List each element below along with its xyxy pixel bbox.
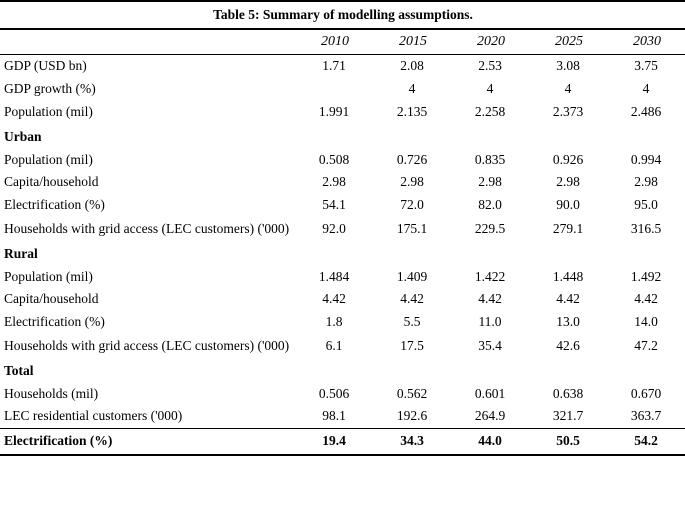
- row-value: [296, 358, 374, 383]
- table-row: [0, 288, 685, 311]
- row-label: Households with grid access (LEC customers) ('000): [4, 221, 290, 237]
- row-value: [530, 241, 608, 266]
- row-value: 2.08: [400, 58, 424, 73]
- row-label: Urban: [4, 128, 42, 144]
- row-value: 4.42: [478, 291, 502, 307]
- row-value: [374, 124, 452, 149]
- table-row: [0, 194, 685, 217]
- row-value: 5.5: [403, 314, 421, 330]
- header-row: [0, 30, 685, 55]
- row-value: 4: [564, 80, 572, 96]
- row-value: [296, 78, 374, 101]
- table-row: [0, 358, 685, 383]
- row-value: 42.6: [556, 338, 580, 354]
- table-row: [0, 405, 685, 428]
- row-label: GDP growth (%): [4, 80, 96, 96]
- row-value: 0.726: [396, 151, 428, 167]
- row-value: 2.53: [478, 58, 502, 73]
- row-value: 0.506: [318, 385, 350, 401]
- table-row: [0, 55, 685, 78]
- row-value: 98.1: [322, 408, 346, 424]
- row-value: 6.1: [325, 338, 343, 354]
- table-row: [0, 241, 685, 266]
- column-header-label: [0, 30, 296, 55]
- row-label: Electrification (%): [4, 197, 105, 213]
- table-row: [0, 124, 685, 149]
- column-header-2020: 2020: [452, 30, 530, 55]
- row-label: Households (mil): [4, 385, 99, 401]
- row-value: 95.0: [634, 197, 658, 213]
- row-value: 316.5: [630, 221, 662, 237]
- column-header-2015: 2015: [374, 30, 452, 55]
- row-label: Total: [4, 362, 34, 378]
- table-row: [0, 383, 685, 406]
- row-value: [374, 358, 452, 383]
- row-value: 0.670: [630, 385, 662, 401]
- row-label: Households with grid access (LEC customers) ('000): [4, 338, 290, 354]
- row-value: 363.7: [630, 408, 662, 424]
- row-value: 4.42: [322, 291, 346, 307]
- row-value: 2.98: [634, 174, 658, 190]
- row-value: 264.9: [474, 408, 506, 424]
- row-value: [608, 358, 685, 383]
- row-value: 279.1: [552, 221, 584, 237]
- row-value: 192.6: [396, 408, 428, 424]
- row-value: 34.3: [374, 429, 452, 455]
- row-value: 2.258: [474, 103, 506, 119]
- row-value: 1.422: [474, 268, 506, 284]
- row-value: 4: [642, 80, 650, 96]
- row-value: 82.0: [478, 197, 502, 213]
- row-value: 2.135: [396, 103, 428, 119]
- row-value: 4: [408, 80, 416, 96]
- row-value: 14.0: [634, 314, 658, 330]
- row-value: [296, 241, 374, 266]
- row-value: 2.98: [400, 174, 424, 190]
- row-label: LEC residential customers ('000): [4, 408, 183, 424]
- row-value: 0.601: [474, 385, 506, 401]
- row-value: 0.994: [630, 151, 662, 167]
- row-value: 1.484: [318, 268, 350, 284]
- column-header-2030: 2030: [608, 30, 685, 55]
- row-value: 17.5: [400, 338, 424, 354]
- row-label: Electrification (%): [4, 314, 105, 330]
- row-value: 19.4: [296, 429, 374, 455]
- row-value: 90.0: [556, 197, 580, 213]
- row-value: 0.508: [318, 151, 350, 167]
- row-label: Population (mil): [4, 268, 93, 284]
- row-value: [608, 241, 685, 266]
- table-row: [0, 78, 685, 101]
- row-value: 1.492: [630, 268, 662, 284]
- row-value: 1.409: [396, 268, 428, 284]
- row-label: Population (mil): [4, 151, 93, 167]
- row-value: 47.2: [634, 338, 658, 354]
- row-value: 2.486: [630, 103, 662, 119]
- table-row: [0, 266, 685, 289]
- row-value: 72.0: [400, 197, 424, 213]
- table-title: Table 5: Summary of modelling assumptions.: [0, 0, 685, 30]
- row-value: 54.2: [608, 429, 685, 455]
- table-header: [0, 30, 685, 55]
- row-value: 11.0: [478, 314, 502, 330]
- column-header-2025: 2025: [530, 30, 608, 55]
- row-value: 175.1: [396, 221, 428, 237]
- table-row: [0, 217, 685, 241]
- row-value: 229.5: [474, 221, 506, 237]
- row-value: 1.8: [325, 314, 343, 330]
- table-row: [0, 429, 685, 455]
- row-value: 0.638: [552, 385, 584, 401]
- table-row: [0, 149, 685, 172]
- row-label: Capita/household: [4, 174, 99, 190]
- row-value: 4.42: [634, 291, 658, 307]
- row-label: GDP (USD bn): [4, 58, 87, 73]
- row-value: 0.835: [474, 151, 506, 167]
- row-value: 35.4: [478, 338, 502, 354]
- row-value: [296, 124, 374, 149]
- row-value: 4: [486, 80, 494, 96]
- row-value: 4.42: [556, 291, 580, 307]
- table-row: [0, 311, 685, 334]
- row-value: 1.448: [552, 268, 584, 284]
- table-body: [0, 55, 685, 456]
- row-value: 1.71: [322, 58, 346, 73]
- row-value: 2.98: [478, 174, 502, 190]
- table-row: [0, 101, 685, 124]
- row-label: Population (mil): [4, 103, 93, 119]
- row-value: 50.5: [530, 429, 608, 455]
- row-value: 13.0: [556, 314, 580, 330]
- row-value: 92.0: [322, 221, 346, 237]
- row-value: 3.75: [634, 58, 658, 73]
- row-value: [530, 124, 608, 149]
- row-value: 2.373: [552, 103, 584, 119]
- row-value: 3.08: [556, 58, 580, 73]
- row-value: 2.98: [556, 174, 580, 190]
- row-value: 2.98: [322, 174, 346, 190]
- row-value: 0.926: [552, 151, 584, 167]
- row-label: Rural: [4, 245, 38, 261]
- row-value: [452, 124, 530, 149]
- row-label: Electrification (%): [0, 429, 296, 455]
- row-value: [530, 358, 608, 383]
- row-value: 0.562: [396, 385, 428, 401]
- row-value: 1.991: [318, 103, 350, 119]
- row-label: Capita/household: [4, 291, 99, 307]
- column-header-2010: 2010: [296, 30, 374, 55]
- row-value: [374, 241, 452, 266]
- table-row: [0, 171, 685, 194]
- row-value: 44.0: [452, 429, 530, 455]
- row-value: [452, 358, 530, 383]
- row-value: 54.1: [322, 197, 346, 213]
- row-value: [452, 241, 530, 266]
- row-value: [608, 124, 685, 149]
- row-value: 321.7: [552, 408, 584, 424]
- table-row: [0, 334, 685, 358]
- row-value: 4.42: [400, 291, 424, 307]
